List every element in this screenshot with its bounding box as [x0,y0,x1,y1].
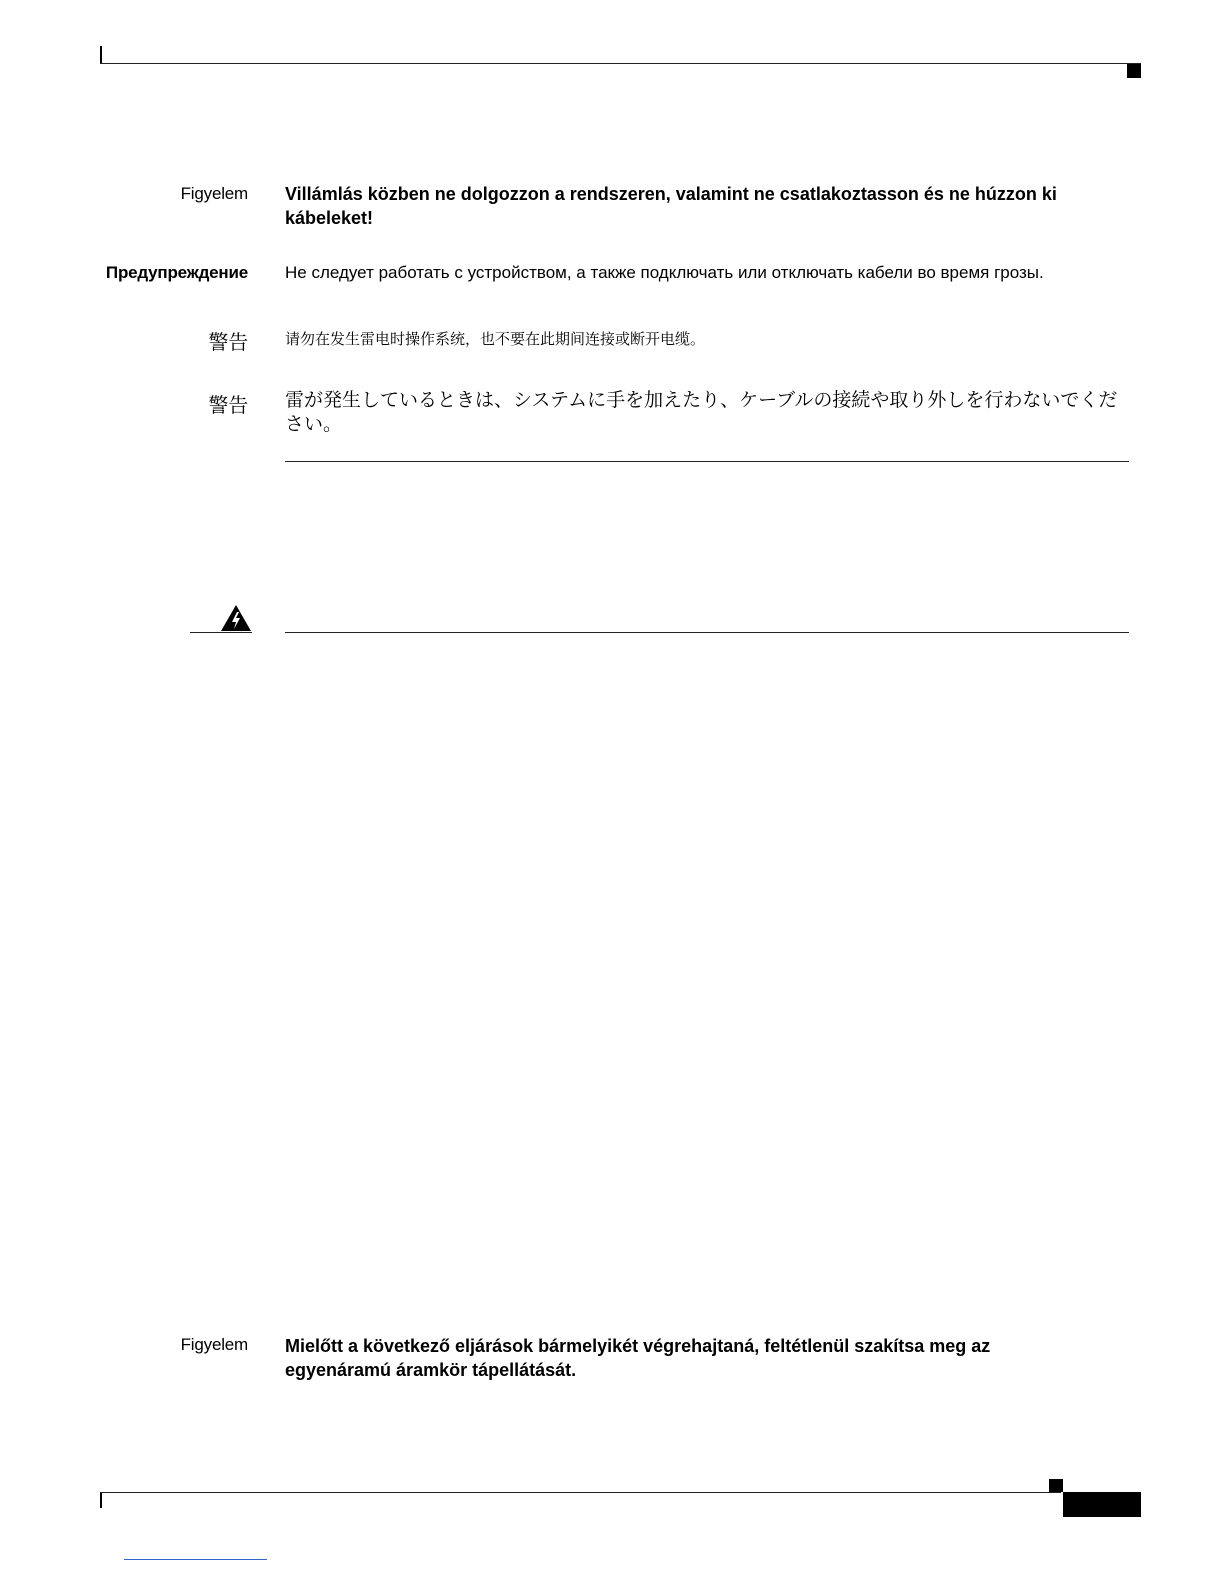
warning-text-russian: Не следует работать с устройством, а также подключать или отключать кабели во время грозы. [285,263,1044,282]
header-corner-mark [1127,64,1141,78]
header-rule [100,63,1141,64]
footer-page-number-block [1063,1492,1141,1517]
header-left-tick [100,46,102,64]
warning-label-russian: Предупреждение [105,263,248,282]
warning-block-divider [285,461,1129,462]
warning-text-hungarian: Villámlás közben ne dolgozzon a rendszeren, valamint ne csatlakoztasson és ne húzzon ki kábeleket! [285,184,1057,228]
warning-label-hungarian: Figyelem [180,184,248,203]
footer-link-underline[interactable] [124,1559,267,1560]
warning-label-chinese: 警告 [208,330,248,354]
second-warning-label: Figyelem [180,1335,248,1354]
footer-rule [100,1492,1061,1493]
second-warning-top-rule [285,632,1129,633]
electrical-hazard-warning-icon [220,604,252,632]
footer-left-tick [100,1492,102,1508]
warning-text-japanese: 雷が発生しているときは、システムに手を加えたり、ケーブルの接続や取り外しを行わないでください。 [285,389,1118,435]
warning-text-chinese: 请勿在发生雷电时操作系统，也不要在此期间连接或断开电缆。 [285,330,706,348]
warning-icon-underline [190,632,252,633]
warning-label-japanese: 警告 [208,393,248,417]
second-warning-text: Mielőtt a következő eljárások bármelyikét végrehajtaná, feltétlenül szakítsa meg az egyenáramú áramkör tápellátását. [285,1336,991,1380]
footer-small-mark [1049,1479,1063,1492]
